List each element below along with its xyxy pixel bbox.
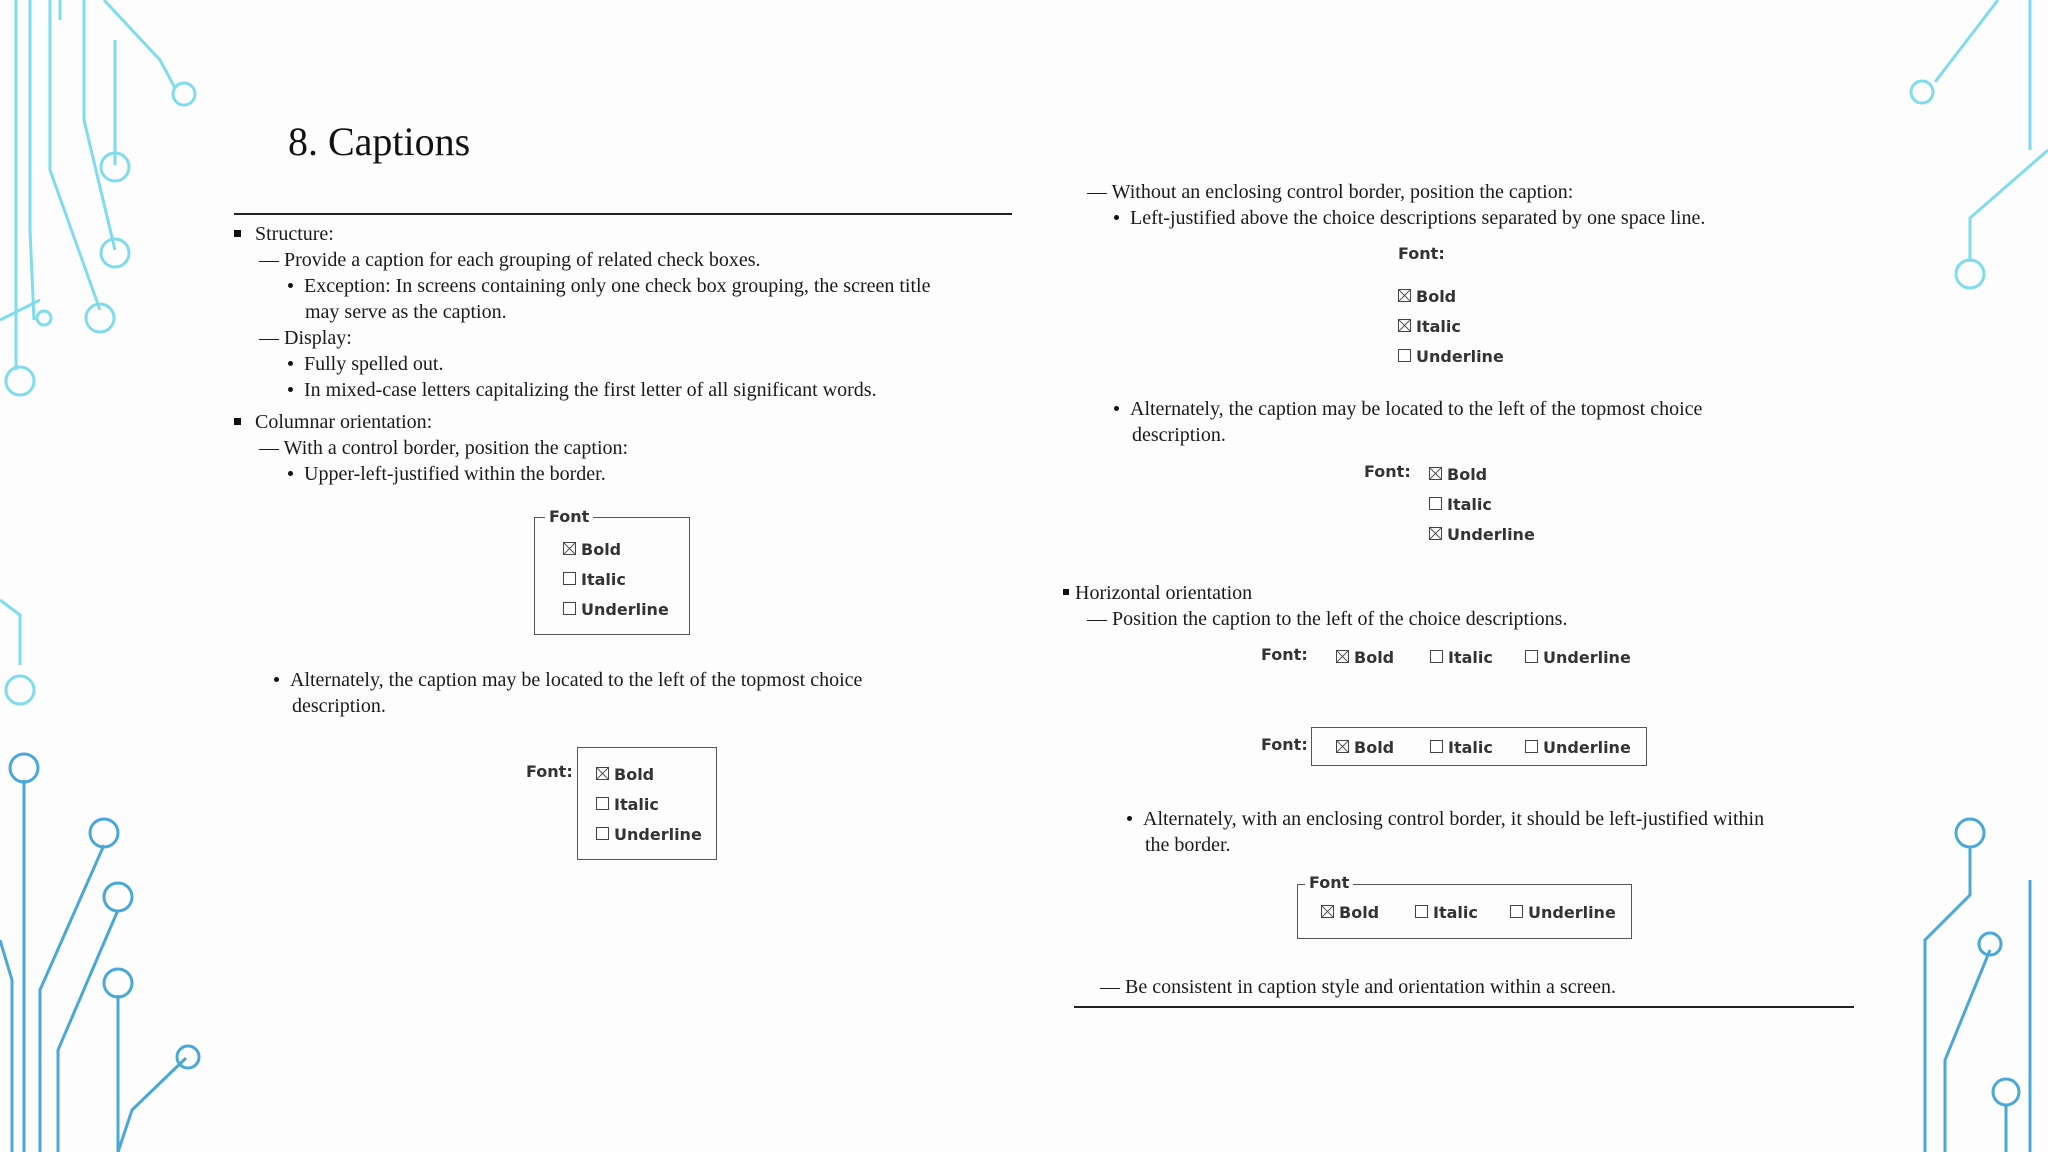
checkbox-underline[interactable]: Underline bbox=[1525, 648, 1631, 668]
checkbox-bold[interactable]: Bold bbox=[1398, 287, 1456, 307]
left-justified-text: Left-justified above the choice descriptions separated by one space line. bbox=[1114, 205, 1705, 231]
checkbox-underline[interactable]: Underline bbox=[596, 825, 702, 845]
checkbox-bold[interactable]: Bold bbox=[596, 765, 654, 785]
mixed-case-text: In mixed-case letters capitalizing the first letter of all significant words. bbox=[288, 377, 877, 403]
right-bottom-rule bbox=[1074, 1006, 1854, 1008]
checkbox-bold[interactable]: Bold bbox=[1321, 903, 1379, 923]
group-caption: Font bbox=[1305, 873, 1353, 893]
checkbox-underline[interactable]: Underline bbox=[1525, 738, 1631, 758]
group-caption-left: Font: bbox=[1261, 645, 1308, 664]
position-left-text: — Position the caption to the left of the choice descriptions. bbox=[1087, 608, 1568, 630]
alternately-text: Alternately, the caption may be located to the left of the topmost choice bbox=[274, 667, 862, 693]
checkbox-italic[interactable]: Italic bbox=[596, 795, 659, 815]
slide-title: 8. Captions bbox=[288, 119, 471, 164]
upper-left-text: Upper-left-justified within the border. bbox=[288, 461, 606, 487]
group-caption-left: Font: bbox=[526, 762, 573, 781]
horizontal-bullet: Horizontal orientation bbox=[1063, 580, 1252, 606]
checkbox-bold[interactable]: Bold bbox=[1429, 465, 1487, 485]
checkbox-italic[interactable]: Italic bbox=[1430, 738, 1493, 758]
checkbox-underline[interactable]: Underline bbox=[563, 600, 669, 620]
group-caption-left: Font: bbox=[1261, 735, 1308, 754]
left-top-rule bbox=[234, 213, 1012, 215]
alternately-right-text: Alternately, the caption may be located to the left of the topmost choice bbox=[1114, 396, 1702, 422]
without-border-text: — Without an enclosing control border, position the caption: bbox=[1087, 181, 1574, 203]
checkbox-bold[interactable]: Bold bbox=[1336, 738, 1394, 758]
checkbox-underline[interactable]: Underline bbox=[1398, 347, 1504, 367]
columnar-bullet: Columnar orientation: bbox=[234, 409, 432, 435]
checkbox-bold[interactable]: Bold bbox=[1336, 648, 1394, 668]
exception-text: Exception: In screens containing only one check box grouping, the screen title bbox=[288, 273, 930, 299]
exception-text-cont: may serve as the caption. bbox=[305, 301, 507, 323]
provide-caption-text: — Provide a caption for each grouping of related check boxes. bbox=[259, 249, 761, 271]
checkbox-italic[interactable]: Italic bbox=[563, 570, 626, 590]
alternately-text-cont: description. bbox=[292, 695, 386, 717]
alternately-border-text: Alternately, with an enclosing control border, it should be left-justified within bbox=[1127, 806, 1764, 832]
group-caption-above: Font: bbox=[1398, 244, 1445, 263]
checkbox-underline[interactable]: Underline bbox=[1429, 525, 1535, 545]
checkbox-italic[interactable]: Italic bbox=[1398, 317, 1461, 337]
display-text: — Display: bbox=[259, 327, 352, 349]
group-caption: Font bbox=[545, 507, 593, 527]
checkbox-bold[interactable]: Bold bbox=[563, 540, 621, 560]
checkbox-underline[interactable]: Underline bbox=[1510, 903, 1616, 923]
alternately-right-text-cont: description. bbox=[1132, 424, 1226, 446]
with-border-text: — With a control border, position the caption: bbox=[259, 437, 629, 459]
structure-bullet: Structure: bbox=[234, 221, 334, 247]
checkbox-italic[interactable]: Italic bbox=[1430, 648, 1493, 668]
alternately-border-text-cont: the border. bbox=[1145, 834, 1231, 856]
group-caption-left: Font: bbox=[1364, 462, 1411, 481]
checkbox-italic[interactable]: Italic bbox=[1415, 903, 1478, 923]
checkbox-italic[interactable]: Italic bbox=[1429, 495, 1492, 515]
be-consistent-text: — Be consistent in caption style and orientation within a screen. bbox=[1100, 976, 1616, 998]
spelled-text: Fully spelled out. bbox=[288, 351, 443, 377]
